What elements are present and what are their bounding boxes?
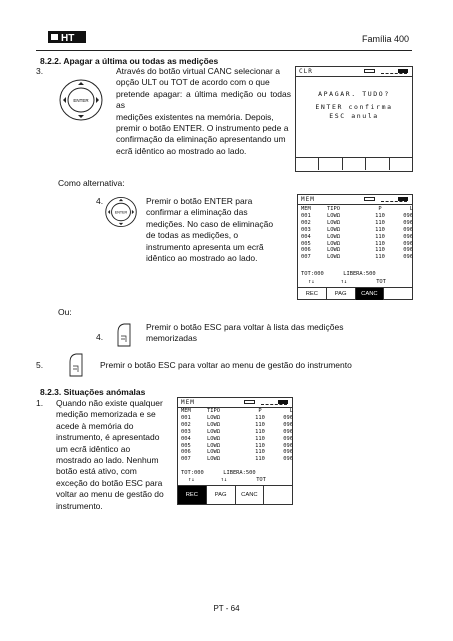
mem-screen [297, 194, 413, 300]
clr-dialog-line-1: APAGAR. TUDO? [318, 90, 390, 98]
step-3-line: confirmação da eliminação apresentando um [116, 134, 286, 145]
mem-screen-title: MEM [178, 398, 292, 408]
battery-icon [364, 69, 408, 73]
table-row [301, 220, 413, 227]
cell: 096 [283, 421, 293, 428]
family-title: Família 400 [361, 34, 409, 44]
mem-totals [301, 271, 376, 278]
mem-totals [181, 470, 256, 477]
mem-softkey-bar [298, 287, 412, 300]
alternative-label: Como alternativa: [58, 178, 125, 188]
cell: 096 [403, 212, 413, 219]
or-label: Ou: [58, 307, 72, 317]
svg-text:ENTER: ENTER [114, 210, 128, 215]
table-row [301, 254, 413, 261]
cell: LOWΩ [207, 414, 220, 421]
step-3-line: opção ULT ou TOT de acordo com o que [116, 77, 270, 88]
cell: 096 [283, 435, 293, 442]
step-4-line: de todas as medições, o [146, 230, 239, 241]
step-4-line: medições. No caso de eliminação [146, 218, 274, 229]
enter-button-icon [104, 196, 138, 233]
rec-softkey: REC [298, 288, 327, 300]
table-row [181, 422, 293, 429]
battery-icon [364, 197, 408, 201]
tot-label: TOT [256, 477, 266, 483]
col-tipo: TIPO [207, 408, 220, 414]
table-row [181, 449, 293, 456]
cell: 096 [403, 233, 413, 240]
canc-softkey: CANC [236, 486, 265, 504]
step-4b-number: 4. [96, 332, 104, 342]
step-1-line: Quando não existe qualquer [56, 398, 163, 408]
cell: 110 [255, 456, 265, 463]
step-3-line: medições existentes na memória. Depois, [116, 111, 274, 122]
updown-arrows-icon: ↑↓ [340, 279, 347, 285]
step-1-line: medição memorizada e se [56, 409, 156, 420]
libera-value: LIBERA:500 [343, 271, 376, 277]
cell: 110 [255, 449, 265, 456]
cell: 110 [375, 233, 385, 240]
step-4-line: Premir o botão ENTER para [146, 196, 253, 206]
cell: LOWΩ [207, 421, 220, 428]
libera-value: LIBERA:500 [223, 470, 256, 476]
cell: 001 [181, 414, 191, 421]
tot-value: TOT:000 [301, 271, 324, 277]
clr-screen-title: CLR [296, 67, 412, 77]
mem-table [301, 206, 413, 261]
cell: 006 [181, 449, 191, 456]
table-row [301, 213, 413, 220]
cell: LOWΩ [207, 449, 220, 456]
section-title-823: 8.2.3. Situações anómalas [40, 387, 146, 397]
cell: 004 [181, 435, 191, 442]
col-tipo: TIPO [327, 206, 340, 212]
cell: 110 [255, 442, 265, 449]
clr-dialog-line-2: ENTER confirma [315, 103, 393, 111]
cell: 110 [375, 254, 385, 261]
cell: 110 [375, 226, 385, 233]
table-row [181, 415, 293, 422]
cell: 110 [375, 240, 385, 247]
cell: LOWΩ [327, 247, 340, 254]
step-4-line: instrumento apresenta um ecrã [146, 241, 264, 252]
cell: LOWΩ [327, 212, 340, 219]
mem-table [181, 408, 293, 463]
step-1-line: instrumento. [56, 500, 103, 511]
cell: 007 [181, 456, 191, 463]
softkey-blank [264, 486, 292, 504]
cell: 002 [301, 219, 311, 226]
step-4b-line: memorizadas [146, 333, 198, 344]
esc-button-icon [116, 322, 132, 353]
updown-arrows-icon: ↑↓ [220, 477, 227, 483]
clr-screen [295, 66, 413, 172]
step-1-line: mostrado ao lado. Nenhum [56, 455, 159, 466]
softkey-4 [366, 158, 389, 170]
col-p: P [378, 206, 382, 212]
cell: 002 [181, 421, 191, 428]
step-3-number: 3. [36, 66, 44, 76]
battery-icon [244, 400, 288, 404]
rec-softkey: REC [178, 486, 207, 504]
softkey-5 [390, 158, 412, 170]
updown-arrows-icon: ↑↓ [308, 279, 315, 285]
cell: 110 [255, 421, 265, 428]
cell: 110 [255, 435, 265, 442]
cell: 096 [403, 240, 413, 247]
canc-softkey: CANC [356, 288, 385, 300]
cell: 003 [181, 428, 191, 435]
mem-arrows [308, 279, 386, 286]
mem-softkey-bar [178, 485, 292, 504]
col-l: L [409, 206, 413, 212]
pag-softkey: PAG [207, 486, 236, 504]
cell: 007 [301, 254, 311, 261]
table-row [181, 456, 293, 463]
cell: 001 [301, 212, 311, 219]
table-row [301, 227, 413, 234]
step-1-number: 1. [36, 398, 44, 408]
mem-screen-title: MEM [298, 195, 412, 205]
mem-arrows [188, 477, 266, 484]
step-5-number: 5. [36, 360, 44, 370]
cell: LOWΩ [327, 240, 340, 247]
step-4b-text [146, 322, 386, 345]
cell: 006 [301, 247, 311, 254]
step-4-number: 4. [96, 196, 104, 206]
step-1-text [56, 398, 172, 512]
cell: LOWΩ [327, 226, 340, 233]
cell: LOWΩ [207, 435, 220, 442]
softkey-blank [384, 288, 412, 300]
step-3-text [116, 66, 291, 157]
cell: LOWΩ [207, 442, 220, 449]
step-5-text: Premir o botão ESC para voltar ao menu de gestão do instrumento [100, 360, 352, 370]
cell: 096 [403, 226, 413, 233]
header-rule [36, 50, 412, 51]
softkey-3 [343, 158, 366, 170]
mem-screen-anomaly [177, 397, 293, 505]
cell: 005 [181, 442, 191, 449]
table-row [181, 429, 293, 436]
step-3-line: premir o botão ENTER. O instrumento pede a [116, 123, 289, 134]
step-1-line: botão está ativo, com [56, 466, 137, 477]
step-3-line: ecrã idêntico ao mostrado ao lado. [116, 145, 247, 156]
cell: 096 [283, 442, 293, 449]
step-1-line: um ecrã idêntico ao [56, 443, 131, 454]
mem-table-header [181, 408, 293, 415]
col-mem: MEM [181, 408, 191, 414]
tot-label: TOT [376, 279, 386, 285]
clr-dialog-line-3: ESC anula [329, 112, 379, 120]
table-row [181, 443, 293, 450]
cell: LOWΩ [327, 254, 340, 261]
step-4-line: idêntico ao mostrado ao lado. [146, 253, 258, 264]
cell: 096 [403, 247, 413, 254]
col-mem: MEM [301, 206, 311, 212]
cell: 096 [283, 414, 293, 421]
cell: LOWΩ [207, 456, 220, 463]
esc-button-icon [68, 352, 84, 383]
cell: 096 [283, 449, 293, 456]
step-4-text [146, 196, 294, 264]
step-1-line: acede à memória do [56, 420, 134, 431]
table-row [301, 247, 413, 254]
step-3-line: pretende apagar: a última medição ou todas as [116, 88, 291, 111]
step-4-line: confirmar a eliminação das [146, 207, 248, 218]
updown-arrows-icon: ↑↓ [188, 477, 195, 483]
cell: 005 [301, 240, 311, 247]
table-row [181, 436, 293, 443]
mem-table-header [301, 206, 413, 213]
cell: 110 [255, 414, 265, 421]
cell: LOWΩ [327, 233, 340, 240]
col-p: P [258, 408, 262, 414]
cell: 096 [283, 456, 293, 463]
svg-text:ENTER: ENTER [73, 98, 89, 103]
pag-softkey: PAG [327, 288, 356, 300]
page-number: PT - 64 [213, 604, 240, 613]
table-row [301, 234, 413, 241]
enter-button-icon [58, 78, 104, 127]
cell: LOWΩ [207, 428, 220, 435]
col-l: L [289, 408, 293, 414]
tot-value: TOT:000 [181, 470, 204, 476]
cell: 110 [375, 219, 385, 226]
ht-logo [48, 30, 86, 44]
softkey-1 [296, 158, 319, 170]
cell: 004 [301, 233, 311, 240]
cell: 096 [283, 428, 293, 435]
cell: 096 [403, 219, 413, 226]
section-title-822: 8.2.2. Apagar a última ou todas as medições [40, 56, 219, 66]
step-4b-line: Premir o botão ESC para voltar à lista das medições [146, 322, 344, 332]
cell: 003 [301, 226, 311, 233]
cell: LOWΩ [327, 219, 340, 226]
cell: 110 [375, 247, 385, 254]
step-3-line: Através do botão virtual CANC selecionar a [116, 66, 280, 76]
cell: 110 [255, 428, 265, 435]
step-1-line: exceção do botão ESC para [56, 477, 163, 488]
softkey-2 [319, 158, 342, 170]
logo-text: HT [61, 33, 75, 44]
step-1-line: voltar ao menu de gestão do [56, 489, 164, 500]
clr-softkey-bar [296, 157, 412, 170]
cell: 096 [403, 254, 413, 261]
table-row [301, 241, 413, 248]
cell: 110 [375, 212, 385, 219]
step-1-line: instrumento, é apresentado [56, 432, 160, 443]
